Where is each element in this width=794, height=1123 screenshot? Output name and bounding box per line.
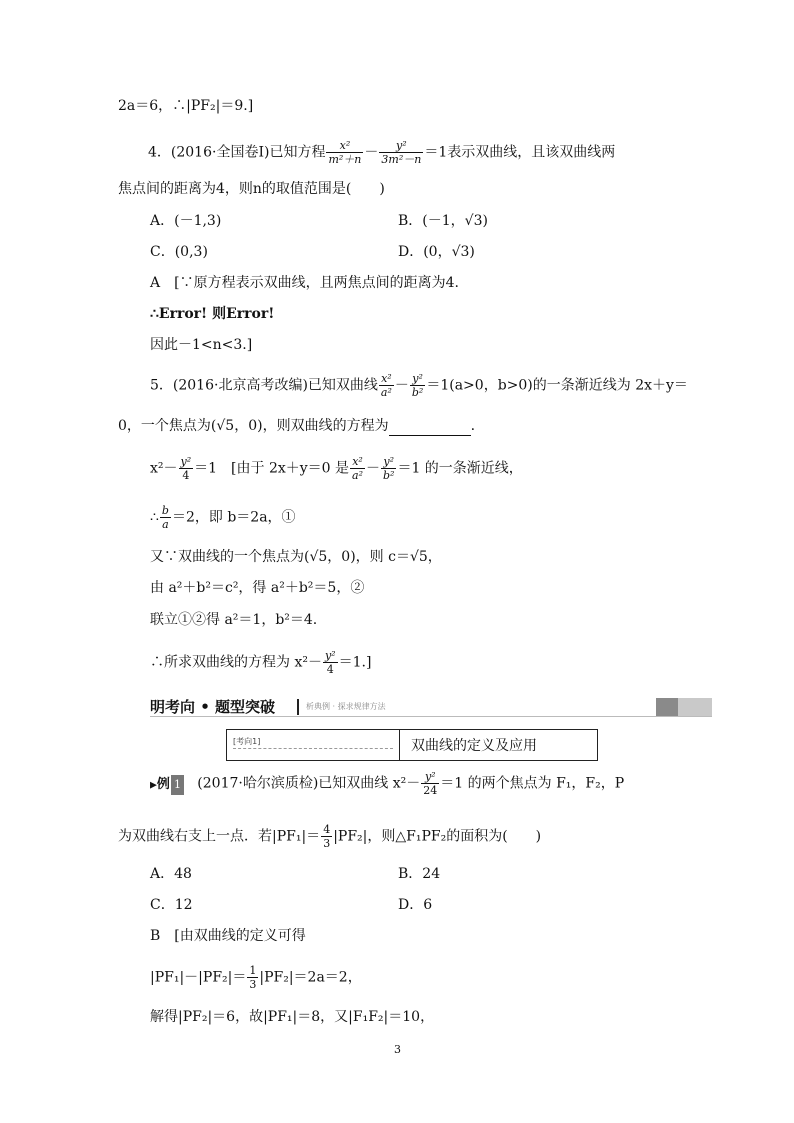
topic-dashed-line (233, 748, 393, 749)
example-option-d: D．6 (398, 897, 433, 913)
page-number: 3 (394, 1043, 401, 1056)
example-fraction-1: $\frac{\text{y²}}{24}$ (423, 770, 438, 797)
q5-fraction-1: $\frac{\text{x²}}{\text{a²}}$ (380, 372, 392, 399)
example-fraction-2: $\frac{4}{3}$ (323, 823, 331, 850)
q5-answer-5: 联立①②得 a²＝1，b²＝4. (150, 612, 318, 628)
example-answer-3: 解得|PF₂|＝6，故|PF₁|＝8，又|F₁F₂|＝10， (150, 1009, 435, 1025)
example-stem-line2: 为双曲线右支上一点．若|PF₁|＝ $\frac{4}{3}$ |PF₂|，则△F₁PF₂的面积为( ) (118, 823, 542, 850)
q5-stem: 5．(2016·北京高考改编)已知双曲线 $\frac{\text{x²}}{\text{a²}}$ － $\frac{\text{y²}}{\text{b²}}$ ＝1(a>0，b>0)的一条渐近线为 2x＋y＝ (150, 372, 688, 399)
example-answer-2: |PF₁|－|PF₂|＝ $\frac{1}{3}$ |PF₂|＝2a＝2， (150, 964, 362, 991)
example-number: 1 (171, 775, 184, 795)
example-label: 例 (156, 776, 170, 792)
q5-fraction-a1: $\frac{\text{y²}}{4}$ (180, 455, 192, 482)
q5-fraction-2: $\frac{\text{y²}}{\text{b²}}$ (411, 372, 424, 399)
q5-prefix: 5．(2016·北京高考改编)已知双曲线 (150, 377, 378, 394)
q5-fraction-a6: $\frac{\text{y²}}{4}$ (324, 649, 336, 676)
example-answer-1: B [由双曲线的定义可得 (150, 928, 306, 944)
section-header (150, 697, 712, 717)
section-subtitle: 析典例 · 探求规律方法 (306, 702, 386, 711)
q4-answer-1: A [∵原方程表示双曲线，且两焦点间的距离为4. (150, 275, 459, 291)
solution-tail: 2a＝6，∴|PF₂|＝9.] (118, 98, 254, 114)
q4-suffix: ＝1表示双曲线，且该双曲线两 (424, 144, 616, 161)
q4-prefix: 4．(2016·全国卷Ⅰ)已知方程 (148, 144, 326, 161)
q4-option-d: D．(0，√3) (398, 244, 475, 260)
topic-tag-cell (227, 730, 400, 760)
section-divider (297, 699, 299, 715)
q4-fraction-2: $\frac{\text{y²}}{\text{3m²－n}}$ (381, 139, 422, 166)
example-fraction-3: $\frac{1}{3}$ (249, 964, 257, 991)
section-rule (150, 716, 712, 717)
topic-tag: [考向1] (233, 737, 261, 746)
q4-fraction-1: $\frac{\text{x²}}{\text{m²＋n}}$ (328, 139, 362, 166)
q4-stem-line2: 焦点间的距离为4，则n的取值范围是( ) (118, 181, 385, 197)
q4-option-c: C．(0,3) (150, 244, 208, 260)
q5-fraction-a2: $\frac{\text{x²}}{\text{a²}}$ (352, 455, 363, 482)
q5-answer-4: 由 a²＋b²＝c²，得 a²＋b²＝5，② (150, 580, 365, 596)
example-option-a: A．48 (150, 866, 192, 882)
q5-answer-6: ∴所求双曲线的方程为 x²－ $\frac{\text{y²}}{4}$ ＝1.] (150, 649, 372, 676)
q5-answer-2: ∴ $\frac{b}{a}$ ＝2，即 b＝2a，① (150, 504, 296, 531)
answer-blank (389, 421, 471, 436)
q4-option-a: A．(－1,3) (150, 213, 222, 229)
topic-title: 双曲线的定义及应用 (411, 738, 537, 754)
q5-mid: ＝1(a>0，b>0)的一条渐近线为 2x＋y＝ (426, 377, 688, 394)
triangle-icon: ▶ (150, 780, 157, 791)
q5-fraction-a3: $\frac{\text{y²}}{\text{b²}}$ (383, 455, 395, 482)
q4-answer-2: ∴Error! 则Error! (150, 306, 275, 322)
q5-stem-line2: 0，一个焦点为(√5，0)，则双曲线的方程为 . (118, 418, 476, 434)
example-option-c: C．12 (150, 897, 193, 913)
section-light-block (678, 698, 712, 716)
q5-fraction-a4: $\frac{b}{a}$ (161, 504, 169, 531)
section-title: 明考向 • 题型突破 (150, 698, 276, 716)
q4-answer-3: 因此－1<n<3.] (150, 337, 253, 353)
q4-stem: 4．(2016·全国卷Ⅰ)已知方程 $\frac{\text{x²}}{\text{m²＋n}}$ － $\frac{\text{y²}}{\text{3m²－n}}$ ＝1表示双曲线，且该双曲线两 (148, 139, 616, 166)
example-option-b: B．24 (398, 866, 441, 882)
q5-answer-1: x²－ $\frac{\text{y²}}{4}$ ＝1 [由于 2x＋y＝0 是 $\frac{\text{x²}}{\text{a²}}$ － $\frac{\text{y²}}{\text{b²}}$ ＝1 的一条渐近线， (150, 455, 523, 482)
topic-box (226, 729, 598, 761)
q5-answer-3: 又∵双曲线的一个焦点为(√5，0)，则 c＝√5， (150, 549, 442, 565)
q4-option-b: B．(－1，√3) (398, 213, 488, 229)
example-stem: ▶例 1 (2017·哈尔滨质检)已知双曲线 x²－ $\frac{\text{y²}}{24}$ ＝1 的两个焦点为 F₁，F₂，P (150, 770, 625, 797)
section-dark-block (656, 698, 678, 716)
